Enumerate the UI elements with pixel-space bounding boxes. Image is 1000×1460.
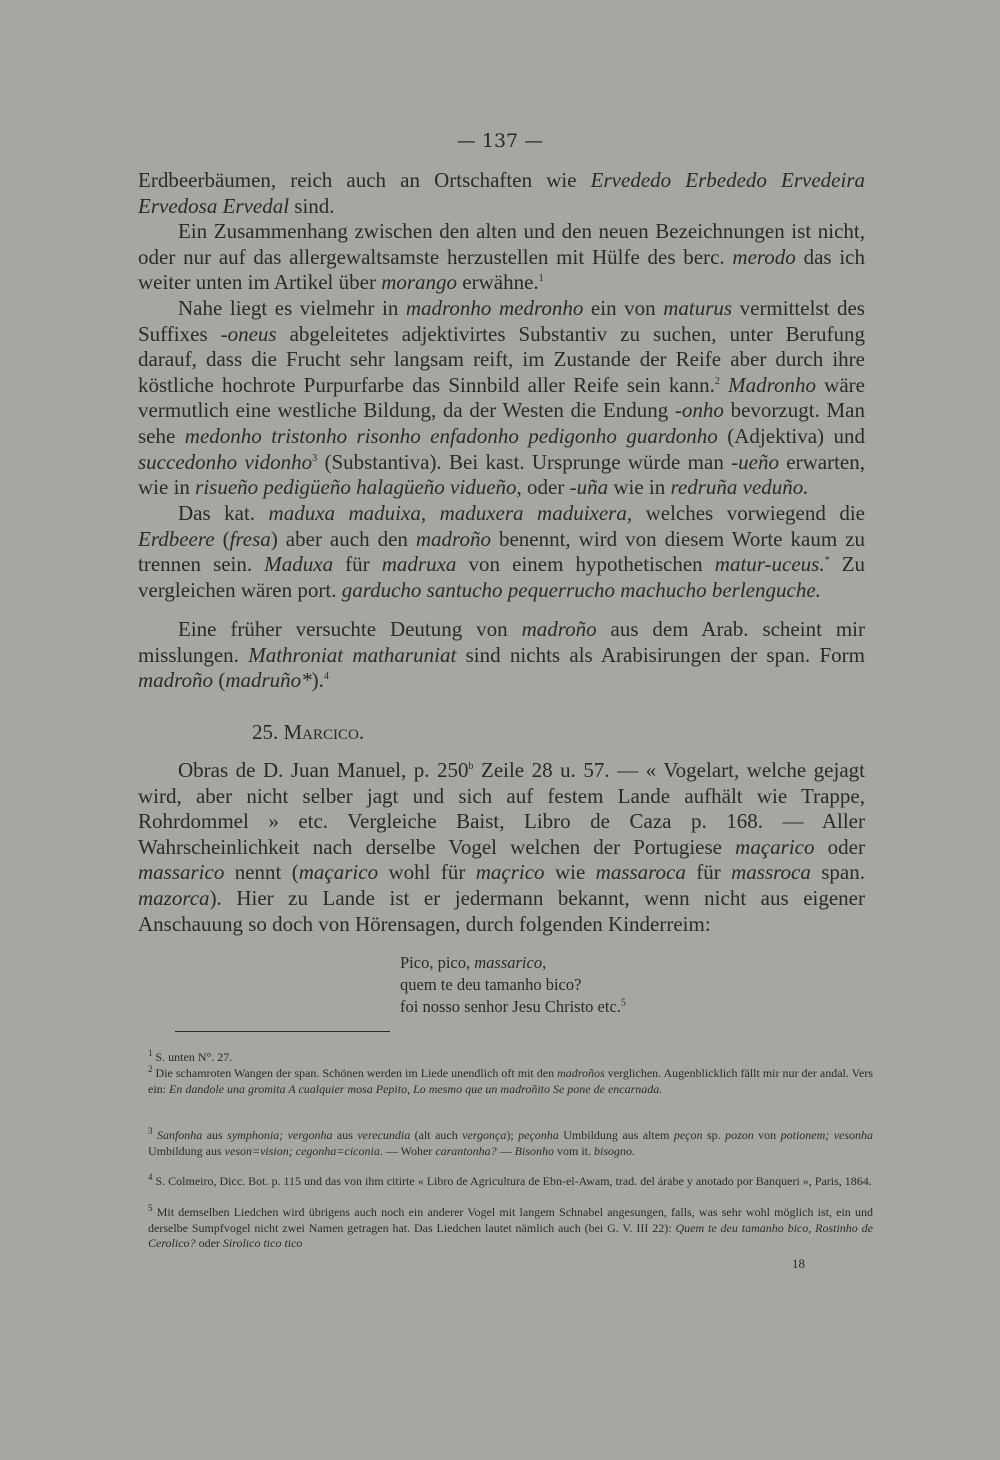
text-run: (Adjektiva) und <box>717 423 866 448</box>
italic-text: Ervededo Erbededo Ervedeira Ervedosa Ervedal <box>138 168 866 218</box>
italic-text: risueño pedigüeño halagüeño vidueño <box>195 475 517 500</box>
text-run: vermittelst des Suffixes <box>138 296 865 346</box>
italic-text: succedonho vidonho <box>138 449 313 474</box>
footnote-number: 5 <box>148 1203 153 1213</box>
text-run: ); <box>506 1128 519 1142</box>
text-run: sind nichts als Arabisirungen der span. Form <box>456 642 865 667</box>
section-number: 25. <box>252 720 279 744</box>
italic-text: madronho medronho <box>405 296 584 320</box>
italic-text: maçarico <box>298 860 379 885</box>
text-run: sp. <box>702 1128 726 1142</box>
footnote-number: 4 <box>148 1172 153 1182</box>
text-run: Umbildung aus <box>148 1143 225 1158</box>
italic-text: -oneus <box>220 321 277 346</box>
text-run: wie <box>544 860 596 885</box>
italic-text: madruxa <box>381 552 457 577</box>
footnote <box>148 1205 873 1252</box>
text-run: benennt, wird von diesem Worte kaum zu trennen sein. <box>138 526 866 577</box>
footnote-number: 3 <box>148 1126 153 1136</box>
text-run: nennt ( <box>224 860 299 885</box>
text-run: aus <box>202 1128 228 1142</box>
italic-text: Sanfonha <box>156 1128 203 1142</box>
text-run: wäre vermutlich eine westliche Bildung, da der Westen die Endung <box>138 372 865 423</box>
text-run: Zeile 28 u. 57. — « Vogelart, welche gejagt wird, aber nicht selber jagt und sich auf festem Lande aufhält wie Trappe, Rohrdommel » etc. Vergleiche Baist, Libro de Caza p. 168. — Aller Wahrscheinlichkeit nach derselbe Vogel welchen der Portugiese <box>138 758 865 859</box>
italic-text: maçrico <box>475 860 545 885</box>
text-run: aus dem Arab. scheint mir misslungen. <box>138 617 865 667</box>
text-run: ein von <box>583 296 664 320</box>
text-run: wie in <box>608 475 671 500</box>
text-run: quem te deu tamanho bico? <box>400 975 582 994</box>
text-run: Obras de D. Juan Manuel, p. 250 <box>178 758 469 782</box>
italic-text: En dandole una gromita A cualquier mosa Pepito, Lo mesmo que un madroñito Se pone de encarnada. <box>169 1081 663 1096</box>
text-run: ) aber auch den <box>270 526 416 551</box>
text-run: ( <box>214 526 230 551</box>
italic-text: vergonça <box>462 1128 507 1142</box>
italic-text: Quem te deu tamanho bico, Rostinho de Cerolico? <box>148 1220 873 1250</box>
text-run: (Substantiva). Bei kast. Ursprunge würde man <box>317 449 732 474</box>
text-run: wohl für <box>378 860 476 885</box>
footnote-marker: 5 <box>620 997 626 1009</box>
italic-text: madroño <box>138 668 214 693</box>
signature-mark: 18 <box>792 1256 805 1271</box>
text-run: das ich weiter unten im Artikel über <box>138 244 865 295</box>
page-number: — 137 — <box>456 130 544 152</box>
footnote-marker: 3 <box>312 452 318 464</box>
text-run: von einem hypothetischen <box>456 552 715 577</box>
paragraph <box>138 296 865 501</box>
text-run: Das kat. <box>178 501 269 525</box>
section-heading <box>252 720 364 745</box>
text-run: Pico, pico, <box>400 953 475 972</box>
footnote-number: 2 <box>148 1064 153 1074</box>
italic-text: symphonia; vergonha <box>227 1128 333 1142</box>
text-run: — <box>496 1143 515 1158</box>
paragraph <box>138 168 865 219</box>
footnote-marker: 1 <box>538 273 544 285</box>
footnote-marker: * <box>824 555 830 567</box>
italic-text: maduxa maduixa, maduxera maduixera, <box>268 501 633 525</box>
italic-text: massaroca <box>595 860 686 885</box>
verse <box>400 952 626 1018</box>
italic-text: -ueño <box>731 449 779 474</box>
text-run: aus <box>332 1128 358 1142</box>
italic-text: massarico <box>474 953 543 972</box>
italic-text: veson=vision; cegonha=ciconia. <box>224 1143 383 1158</box>
text-run: Erdbeerbäumen, reich auch an Ortschaften wie <box>138 168 591 192</box>
italic-text: peçonha <box>518 1128 559 1142</box>
italic-text: madroño <box>521 617 597 641</box>
footnote <box>148 1066 873 1097</box>
italic-text: madruño* <box>225 668 312 693</box>
text-run: foi nosso senhor Jesu Christo etc. <box>400 997 621 1016</box>
footnote <box>148 1050 873 1066</box>
text-run: verglichen. Augenblicklich fällt mir nur der andal. Vers ein: <box>148 1066 873 1096</box>
verse-line <box>400 974 626 996</box>
text-run: ). Hier zu Lande ist er jedermann bekannt, wenn nicht aus eigener Anschauung so doch von Hörensagen, durch folgenden Kinderreim: <box>138 885 865 936</box>
footnote <box>148 1128 873 1159</box>
text-run: Mit demselben Liedchen wird übrigens auch noch ein anderer Vogel mit langem Schnabel angesungen, falls, was sehr wohl möglich ist, ein und derselbe Sumpfvogel nicht zwei Namen getragen hat. Das Liedchen lautet nämlich auch (bei G. V. III 22): <box>148 1205 873 1235</box>
text-run: von <box>753 1128 781 1142</box>
text-run: sind. <box>289 193 335 218</box>
paragraph <box>138 219 865 296</box>
text-run: bevorzugt. Man sehe <box>138 398 865 448</box>
text-run <box>720 373 728 397</box>
text-run: S. unten N°. 27. <box>155 1050 233 1064</box>
text-run: ( <box>213 668 226 693</box>
text-run: Umbildung aus altem <box>558 1128 674 1142</box>
section-title: Marcico. <box>283 720 365 744</box>
footnote-marker: 4 <box>323 671 329 683</box>
italic-text: matur-uceus. <box>714 552 825 577</box>
italic-text: pozon <box>725 1128 754 1142</box>
footnote-marker: 2 <box>714 375 720 387</box>
italic-text: maturus <box>663 296 733 320</box>
footnote-marker: b <box>468 761 474 772</box>
verse-line <box>400 996 626 1018</box>
text-run: Eine früher versuchte Deutung von <box>178 617 522 641</box>
footnote-number: 1 <box>148 1048 153 1058</box>
text-run: Die schamroten Wangen der span. Schönen werden im Liede unendlich oft mit den <box>155 1066 558 1080</box>
verse-line <box>400 952 626 974</box>
text-run: erwarten, wie in <box>138 449 865 500</box>
footnote <box>148 1174 873 1190</box>
text-run: Ein Zusammenhang zwischen den alten und den neuen Bezeichnungen ist nicht, oder nur auf das allergewaltsamste herzustellen mit Hülfe des berc. <box>138 219 865 269</box>
text-run: , oder <box>516 475 570 500</box>
italic-text: verecundia <box>357 1128 411 1142</box>
italic-text: madroños <box>557 1066 605 1080</box>
italic-text: Madronho <box>728 372 816 397</box>
italic-text: Mathroniat matharuniat <box>248 642 457 667</box>
italic-text: Bisonho <box>514 1143 554 1158</box>
italic-text: bisogno. <box>594 1143 636 1158</box>
italic-text: garducho santucho pequerrucho machucho berlenguche. <box>341 577 821 602</box>
italic-text: Maduxa <box>264 552 334 577</box>
text-run: oder <box>195 1236 223 1250</box>
text-run: — Woher <box>382 1143 436 1158</box>
text-run: für <box>685 860 732 885</box>
text-run: oder <box>814 834 865 859</box>
italic-text: carantonha? <box>435 1143 497 1158</box>
italic-text: massroca <box>731 860 811 885</box>
text-run: erwähne. <box>457 270 539 295</box>
text-run: (alt auch <box>410 1128 463 1142</box>
italic-text: madroño <box>415 526 491 551</box>
section-paragraph <box>138 758 865 937</box>
text-run: ). <box>311 668 324 693</box>
italic-text: Erdbeere <box>138 526 215 551</box>
italic-text: mazorca <box>138 885 210 910</box>
italic-text: redruña veduño. <box>670 475 809 500</box>
text-run: abgeleitetes adjektivirtes Substantiv zu suchen, unter Berufung darauf, dass die Frucht sehr langsam reift, im Zustande der Reife aber durch ihre köstliche hochrote Purpurfarbe das Sinnbild aller Reife sein kann. <box>138 321 865 397</box>
text-run: , <box>542 953 547 972</box>
text-run: welches vorwiegend die <box>632 501 865 525</box>
text-run: vom it. <box>554 1143 595 1158</box>
footnote-rule <box>175 1031 390 1032</box>
paragraph <box>138 501 865 603</box>
text-run: Nahe liegt es vielmehr in <box>178 296 406 320</box>
italic-text: Sirolico tico tico <box>222 1236 303 1250</box>
italic-text: -onho <box>674 398 724 423</box>
text-run: span. <box>810 860 865 885</box>
text-run: für <box>333 552 382 577</box>
text-run: Zu vergleichen wären port. <box>138 552 866 602</box>
italic-text: fresa <box>229 526 271 551</box>
italic-text: medonho tristonho risonho enfadonho pedigonho guardonho <box>184 423 718 448</box>
italic-text: potionem; vesonha <box>780 1128 874 1142</box>
paragraph <box>138 617 865 694</box>
italic-text: -uña <box>569 475 609 500</box>
italic-text: maçarico <box>735 834 815 859</box>
italic-text: merodo <box>732 244 796 269</box>
text-run: S. Colmeiro, Dicc. Bot. p. 115 und das von ihm citirte « Libro de Agricultura de Ebn-el-Awam, trad. del árabe y anotado por Banqueri », Paris, 1864. <box>155 1174 872 1188</box>
italic-text: morango <box>381 270 458 295</box>
italic-text: massarico <box>138 860 225 885</box>
italic-text: peçon <box>673 1128 703 1142</box>
